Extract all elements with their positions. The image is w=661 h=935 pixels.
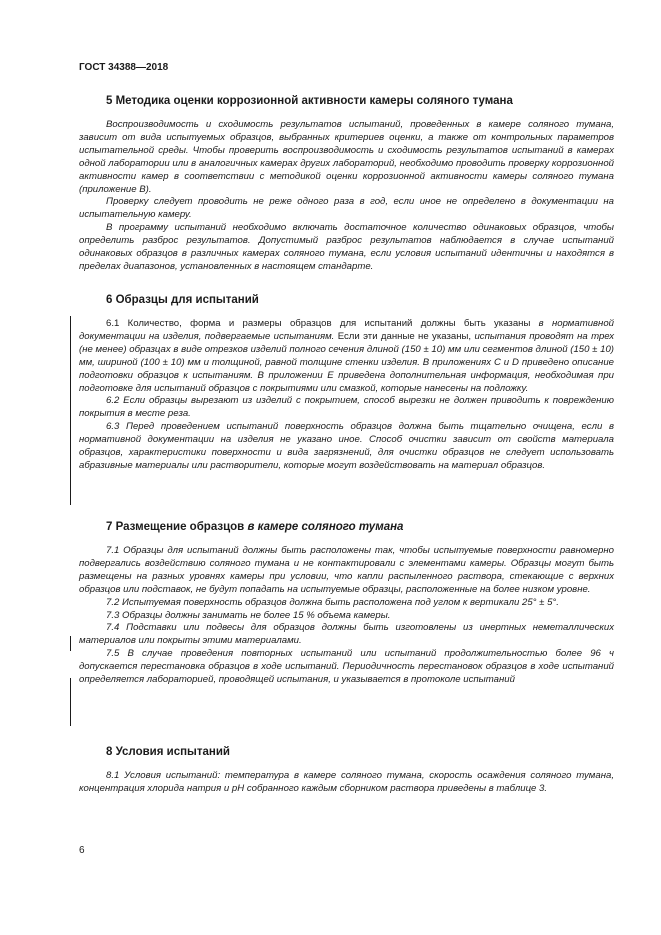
section-8 (79, 745, 614, 796)
clause-7-4: 7.4 Подставки или подвесы для образцов должны быть изготовлены из инертных неметаллических материалов или покрыты этими материалами. (79, 622, 614, 647)
section-6-title: 6 Образцы для испытаний (106, 294, 259, 306)
section-7-title-part-a: 7 Размещение образцов (106, 521, 248, 533)
section-7-title (79, 520, 614, 534)
section-5-paragraph-1: Воспроизводимость и сходимость результатов испытаний, проведенных в камере соляного тумана, зависит от вида испытуемых образцов, выбранных критериев оценки, а также от контрольных параметров испытательной среды. Чтобы проверить воспроизводимость и сходимость результатов испытаний в камерах одной лаборатории или в аналогичных камерах других лабораторий, необходимо проводить проверку коррозионной активности камер в соответствии с методикой оценки коррозионной активности камеры соляного тумана (приложение B). (79, 119, 614, 195)
clause-6-1-part-b: в нормативной документации на изделия, подвергаемые испытаниям. (79, 318, 614, 342)
clause-6-1-part-d: испытания проводят на трех (не менее) образцах в виде отрезков изделий полного сечения длиной (150 ± 10) мм или сегментов длиной (150 ± 10) мм, шириной (100 ± 10) мм и толщиной, равной толщине стенки изделия. В приложениях C и D приведено описание подготовки образцов к испытаниям. В приложении E приведена дополнительная информация, необходимая при подготовке для испытаний образцов с покрытиями или смазкой, которые нанесены на подложку. (79, 330, 614, 394)
clause-7-1: 7.1 Образцы для испытаний должны быть расположены так, чтобы испытуемые поверхности равномерно подвергались воздействию соляного тумана и не контактировали с элементами камеры. Образцы могут быть размещены на разных уровнях камеры при условии, что капли распыленного раствора, стекающие с верхних образцов или подставок, не будут попадать на испытуемые образцы, расположенные на более низком уровне. (79, 545, 614, 595)
section-7-title-part-b: в камере соляного тумана (247, 521, 404, 533)
clause-6-2: 6.2 Если образцы вырезают из изделий с покрытием, способ вырезки не должен приводить к повреждению покрытия в месте реза. (79, 395, 614, 420)
document-header: ГОСТ 34388—2018 (79, 62, 169, 73)
clause-7-2: 7.2 Испытуемая поверхность образцов должна быть расположена под углом к вертикали 25° ± 5°. (106, 596, 559, 608)
page-number: 6 (79, 845, 85, 856)
change-bar (70, 316, 71, 505)
clause-7-5: 7.5 В случае проведения повторных испытаний или испытаний продолжительностью более 96 ч допускается перестановка образцов в ходе испытаний. Периодичность перестановок образцов в ходе испытаний определяется лабораторией, проводящей испытания, и указывается в протоколе испытаний (79, 648, 614, 686)
section-7 (79, 520, 614, 687)
section-5-paragraph-3: В программу испытаний необходимо включать достаточное количество одинаковых образцов, чтобы определить разброс результатов. Допустимый разброс результатов наблюдается в случае испытаний одинаковых образцов в различных камерах соляного тумана, если условия испытаний идентичны и находятся в пределах диапазонов, установленных в настоящем стандарте. (79, 222, 614, 272)
change-bar (70, 678, 71, 726)
clause-7-3: 7.3 Образцы должны занимать не более 15 % объема камеры. (106, 609, 391, 621)
section-5-paragraph-2: Проверку следует проводить не реже одного раза в год, если иное не определено в документации на испытательную камеру. (79, 196, 614, 221)
section-5-title: 5 Методика оценки коррозионной активности камеры соляного тумана (106, 95, 513, 107)
change-bar (70, 636, 71, 651)
clause-8-1: 8.1 Условия испытаний: температура в камере соляного тумана, скорость осаждения соляного тумана, концентрация хлорида натрия и pH собранного каждым сборником раствора приведены в таблице 3. (79, 770, 614, 794)
section-6 (79, 293, 614, 473)
clause-6-1-part-a: 6.1 Количество, форма и размеры образцов для испытаний должны быть указаны (106, 318, 539, 329)
clause-6-3: 6.3 Перед проведением испытаний поверхность образцов должна быть тщательно очищена, если в нормативной документации на изделия не указано иное. Способ очистки зависит от свойств материала образцов, характеристики поверхности и вида загрязнений, для очистки образцов не следует использовать абразивные материалы или растворители, которые могут воздействовать на материал образцов. (79, 421, 614, 471)
section-5 (79, 94, 614, 274)
clause-6-1 (79, 318, 614, 395)
clause-6-1-part-c: Если эти данные не указаны, (334, 330, 475, 342)
section-8-title: 8 Условия испытаний (106, 746, 230, 758)
